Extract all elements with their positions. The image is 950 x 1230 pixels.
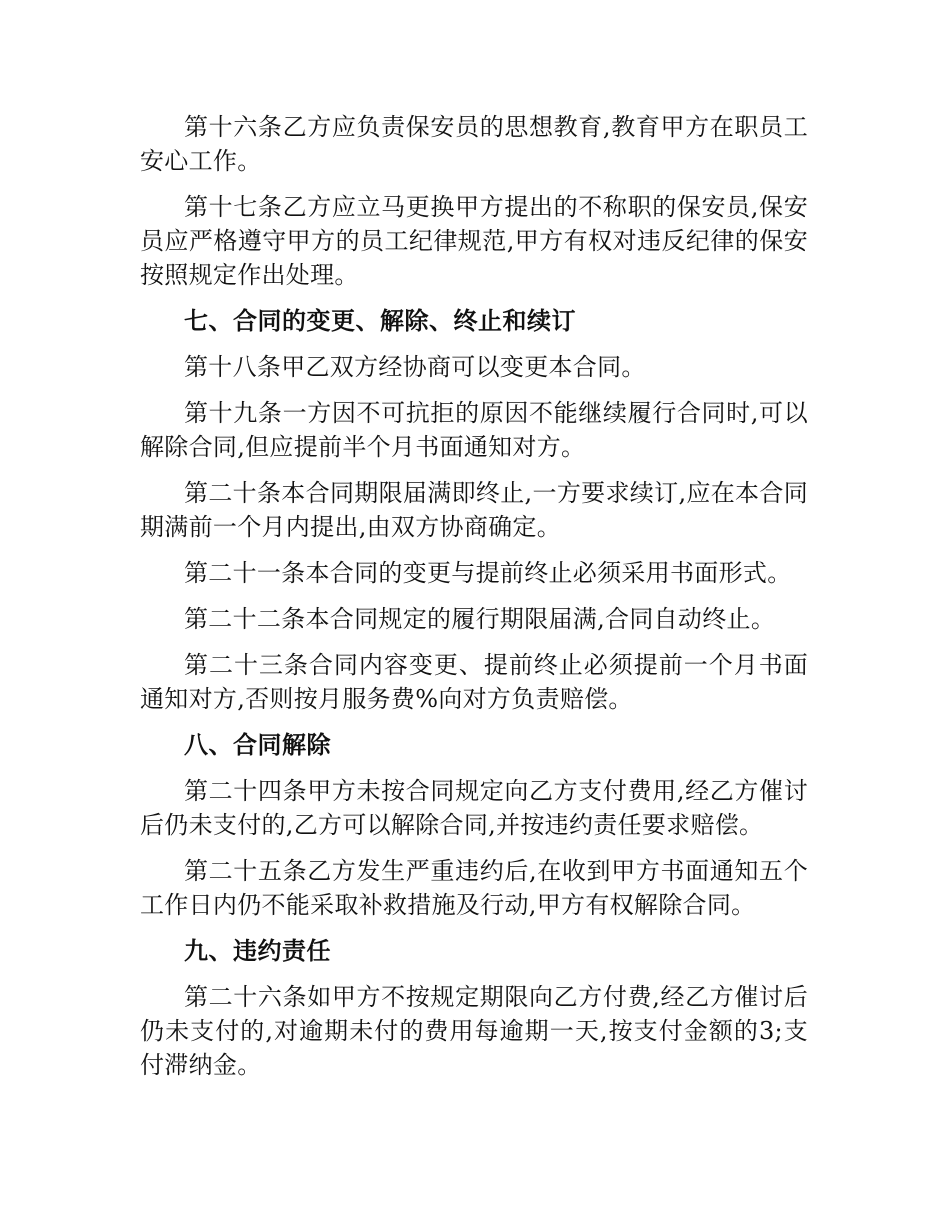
article-25: 第二十五条乙方发生严重违约后,在收到甲方书面通知五个工作日内仍不能采取补救措施及行动,甲方有权解除合同。 (140, 857, 808, 919)
article-24: 第二十四条甲方未按合同规定向乙方支付费用,经乙方催讨后仍未支付的,乙方可以解除合同,并按违约责任要求赔偿。 (140, 777, 808, 839)
article-16: 第十六条乙方应负责保安员的思想教育,教育甲方在职员工安心工作。 (140, 113, 808, 175)
section-heading-7: 七、合同的变更、解除、终止和续订 (184, 307, 576, 335)
article-26: 第二十六条如甲方不按规定期限向乙方付费,经乙方催讨后仍未支付的,对逾期未付的费用每逾期一天,按支付金额的3;支付滞纳金。 (140, 983, 808, 1079)
article-19: 第十九条一方因不可抗拒的原因不能继续履行合同时,可以解除合同,但应提前半个月书面通知对方。 (140, 399, 808, 461)
article-21: 第二十一条本合同的变更与提前终止必须采用书面形式。 (184, 559, 792, 587)
article-17: 第十七条乙方应立马更换甲方提出的不称职的保安员,保安员应严格遵守甲方的员工纪律规范,甲方有权对违反纪律的保安按照规定作出处理。 (140, 193, 808, 289)
section-heading-8: 八、合同解除 (184, 731, 331, 759)
article-22: 第二十二条本合同规定的履行期限届满,合同自动终止。 (184, 605, 776, 633)
section-heading-9: 九、违约责任 (184, 937, 331, 965)
article-18: 第十八条甲乙双方经协商可以变更本合同。 (184, 353, 646, 381)
article-23: 第二十三条合同内容变更、提前终止必须提前一个月书面通知对方,否则按月服务费%向对方负责赔偿。 (140, 651, 808, 713)
document-body (140, 110, 808, 1094)
article-20: 第二十条本合同期限届满即终止,一方要求续订,应在本合同期满前一个月内提出,由双方协商确定。 (140, 479, 808, 541)
